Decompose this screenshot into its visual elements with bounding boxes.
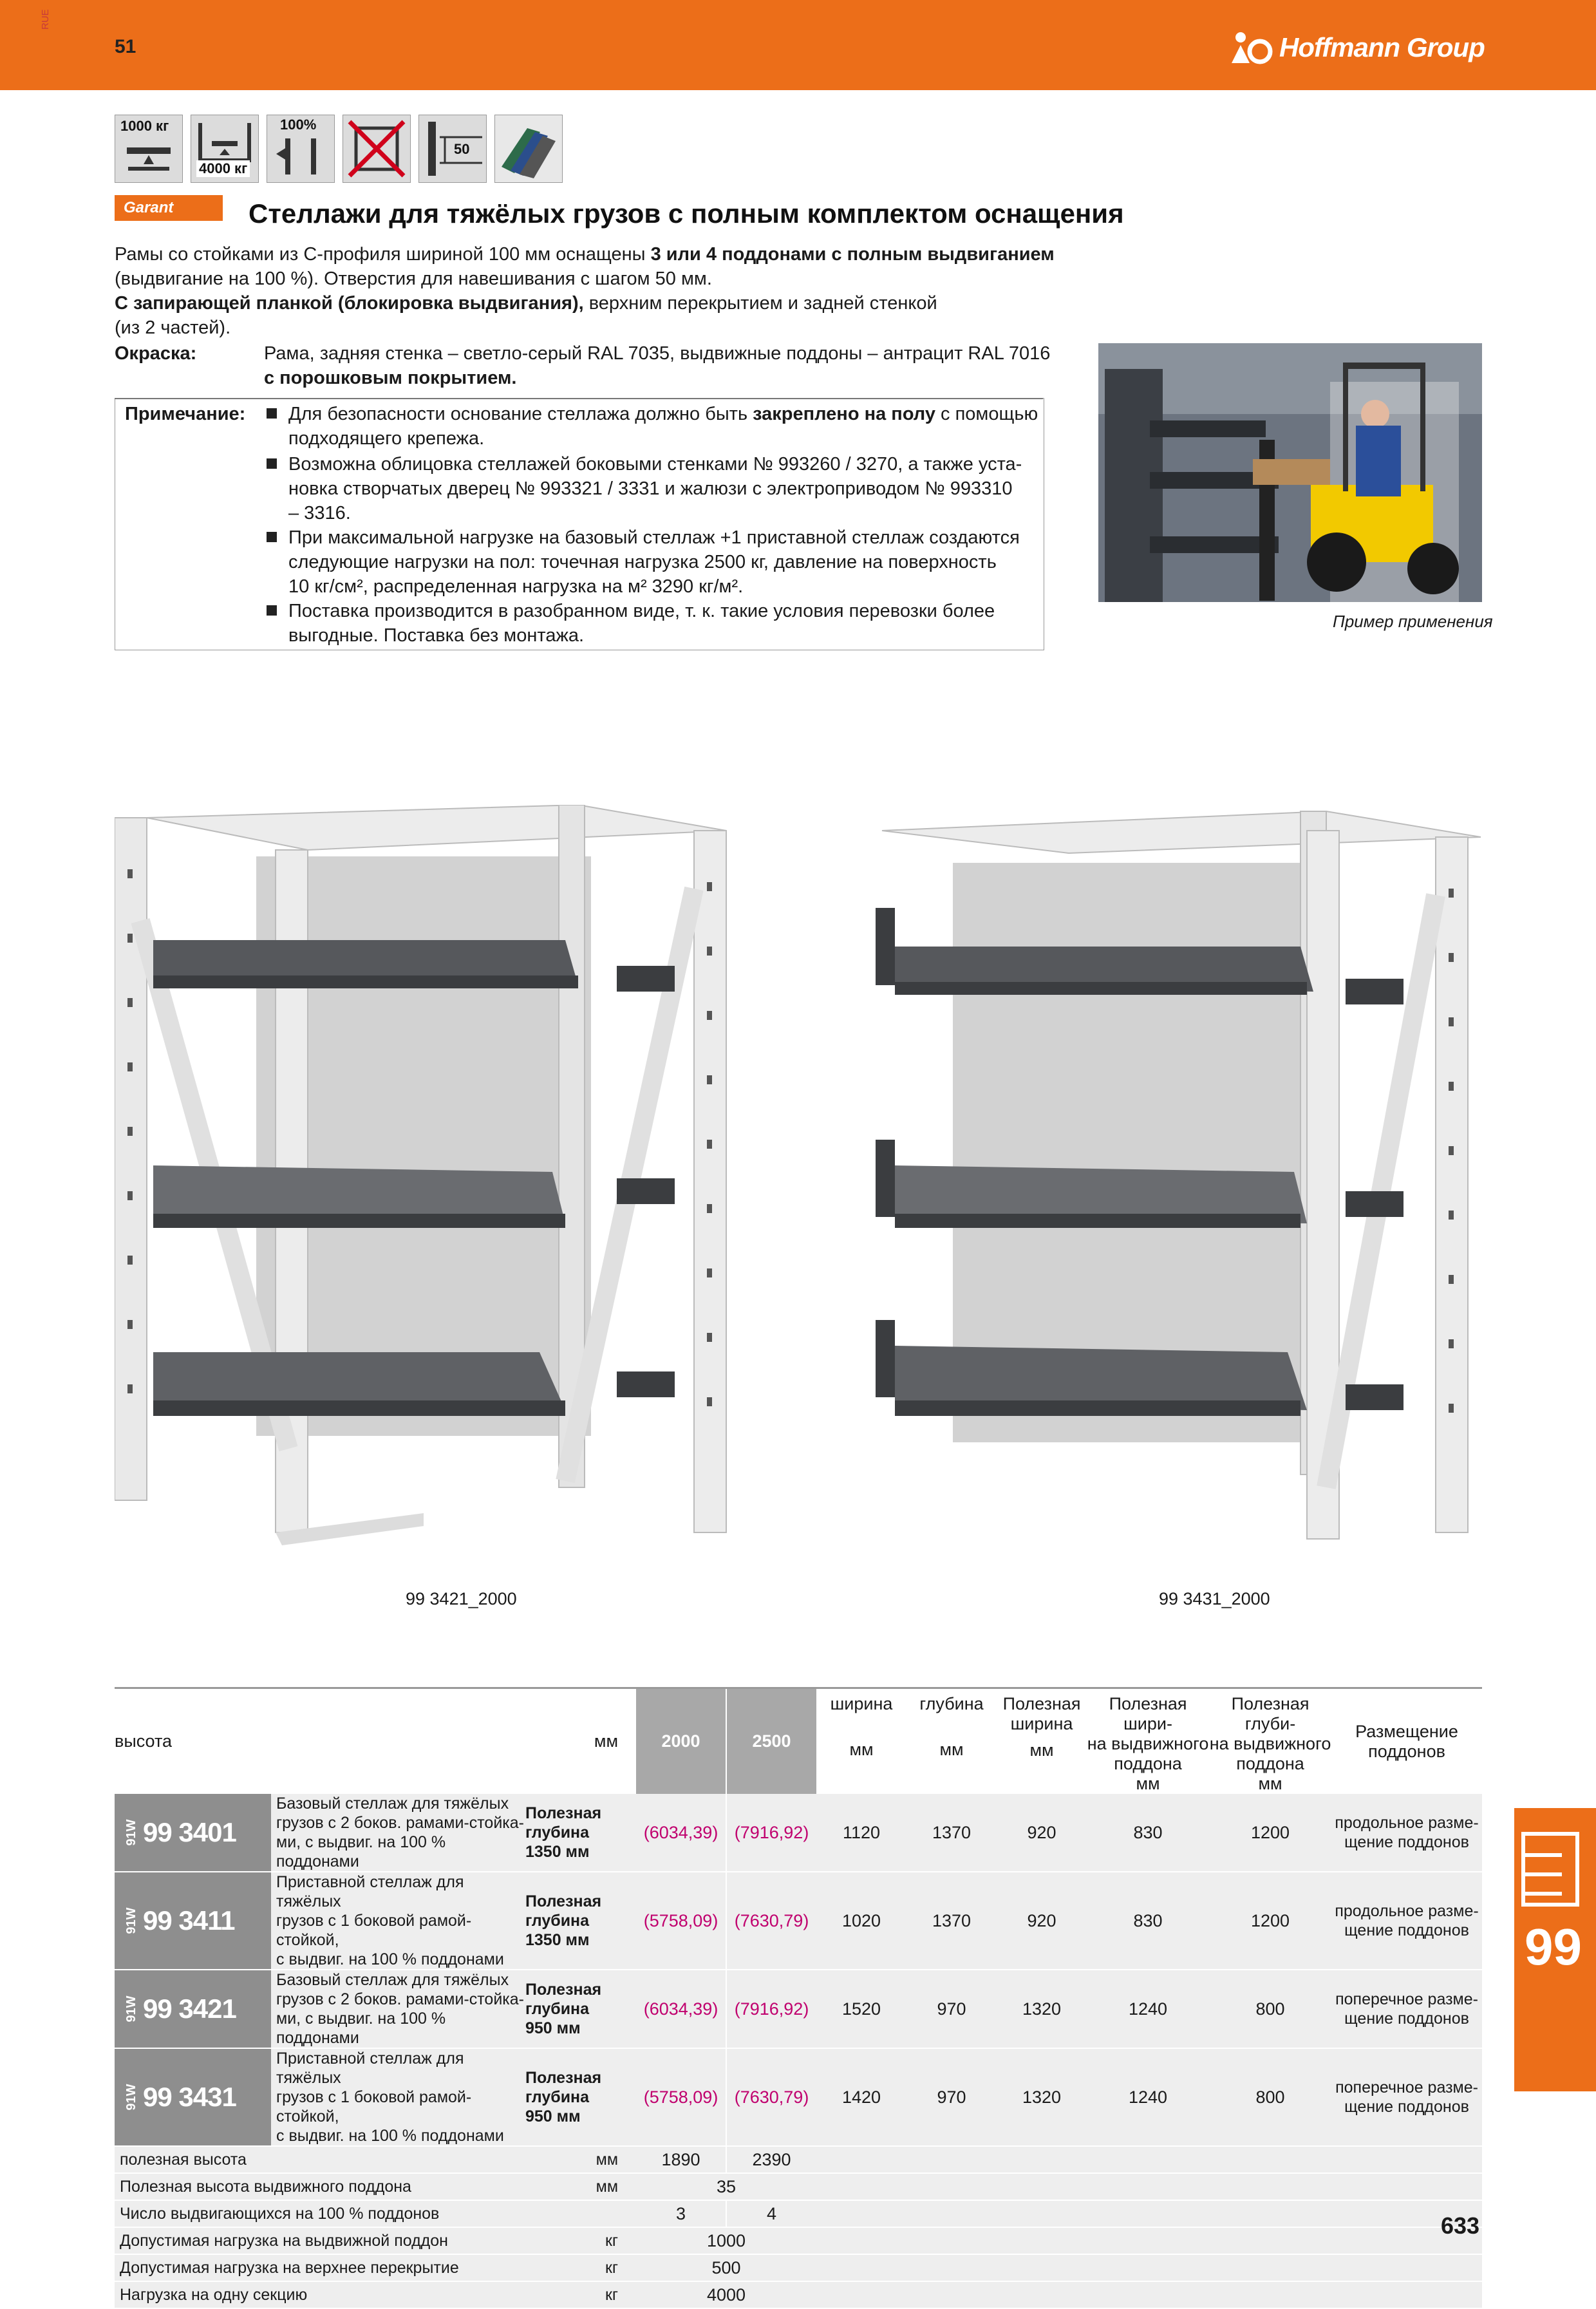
product-image-993431: [876, 805, 1487, 1578]
hoffmann-logo-icon: [1226, 31, 1273, 64]
price-2500: (7916,92): [726, 1970, 816, 2048]
spec-row: [115, 2227, 1482, 2254]
load-top-label: 1000 кг: [120, 118, 169, 134]
photo-caption: Пример применения: [1333, 612, 1493, 631]
spec-value: 500: [636, 2254, 816, 2281]
spec-label: Допустимая нагрузка на верхнее перекрытие кг: [115, 2254, 623, 2281]
useful-depth: Полезная глубина 950 мм: [525, 1970, 623, 2048]
article-number-cell: [115, 2048, 271, 2146]
col-height-2500: 2500: [726, 1688, 816, 1795]
price-2000: (6034,39): [636, 1794, 726, 1872]
useful-depth: Полезная глубина 1350 мм: [525, 1872, 623, 1970]
load-bottom-label: 4000 кг: [196, 160, 250, 177]
intro-line-4: (из 2 частей).: [115, 317, 231, 338]
height-label: высота: [115, 1731, 173, 1751]
intro-line-2: (выдвигание на 100 %). Отверстия для навешивания с шагом 50 мм.: [115, 269, 712, 289]
note-bullet-3-cont2: 10 кг/см², распределенная нагрузка на м² 3290 кг/м².: [288, 576, 744, 597]
height-label-cell: [115, 1688, 623, 1795]
height-unit: мм: [594, 1731, 619, 1751]
spec-value: 4000: [636, 2281, 816, 2308]
product-description: Базовый стеллаж для тяжёлых грузов с 2 боков. рамами-стойка- ми, с выдвиг. на 100 % поддонами: [271, 1794, 525, 1872]
spec-row: [115, 2173, 1482, 2200]
paint-text-2: с порошковым покрытием.: [264, 368, 517, 388]
note-bullet-1: Для безопасности основание стеллажа должно быть закреплено на полу с помощью: [267, 402, 1038, 426]
note-bullet-2-cont2: – 3316.: [288, 503, 351, 523]
width-value: 1520: [816, 1970, 906, 2048]
note-bullet-2: Возможна облицовка стеллажей боковыми стенками № 993260 / 3270, а также уста-: [267, 452, 1022, 476]
price-2000: (6034,39): [636, 1970, 726, 2048]
full-extension-icon: [267, 115, 335, 183]
spec-value-2500: 2390: [726, 2146, 816, 2173]
table-row: [115, 1794, 1482, 1872]
col-depth: глубина мм: [919, 1694, 984, 1759]
article-number: 99 3421: [143, 1993, 236, 2024]
spec-row: [115, 2200, 1482, 2227]
width-value: 1420: [816, 2048, 906, 2146]
col-placement: Размещение поддонов: [1355, 1721, 1458, 1761]
product-description: Приставной стеллаж для тяжёлых грузов с 1 боковой рамой-стойкой, с выдвиг. на 100 % поддонами: [271, 2048, 525, 2146]
spec-value: 35: [636, 2173, 816, 2200]
product-image-993421: [115, 805, 758, 1578]
spec-label: Полезная высота выдвижного поддона мм: [115, 2173, 623, 2200]
extension-label: 100%: [280, 117, 317, 133]
placement-value: продольное разме- щение поддонов: [1331, 1794, 1482, 1872]
product-caption-right: 99 3431_2000: [1159, 1589, 1270, 1608]
product-description: Базовый стеллаж для тяжёлых грузов с 2 боков. рамами-стойка- ми, с выдвиг. на 100 % поддонами: [271, 1970, 525, 2048]
placement-value: продольное разме- щение поддонов: [1331, 1872, 1482, 1970]
col-width: ширина мм: [830, 1694, 893, 1759]
spec-label: полезная высота мм: [115, 2146, 623, 2173]
note-label: Примечание:: [125, 404, 246, 424]
col-tray-width: Полезная шири- на выдвижного поддона мм: [1087, 1694, 1209, 1793]
no-tilt-icon: [343, 115, 411, 183]
tray-width-value: 830: [1087, 1872, 1209, 1970]
depth-value: 970: [906, 2048, 997, 2146]
width-value: 1020: [816, 1872, 906, 1970]
garant-brand-tag: Garant: [115, 195, 223, 221]
spec-value: 1000: [636, 2227, 816, 2254]
note-bullet-4-cont: выгодные. Поставка без монтажа.: [288, 625, 585, 646]
application-photo: [1098, 343, 1482, 602]
useful-depth: Полезная глубина 1350 мм: [525, 1794, 623, 1872]
article-number: 99 3401: [143, 1817, 236, 1847]
pitch-label: 50: [454, 141, 470, 157]
article-number: 99 3411: [143, 1905, 235, 1936]
tray-depth-value: 1200: [1209, 1872, 1331, 1970]
useful-width-value: 1320: [997, 2048, 1087, 2146]
total-load-icon: [191, 115, 259, 183]
note-bullet-3-cont: следующие нагрузки на пол: точечная нагрузка 2500 кг, давление на поверхность: [288, 552, 997, 572]
color-swatches-icon: [494, 115, 563, 183]
table-row: [115, 1970, 1482, 2048]
load-capacity-icon: [115, 115, 183, 183]
placement-value: поперечное разме- щение поддонов: [1331, 1970, 1482, 2048]
depth-value: 1370: [906, 1872, 997, 1970]
depth-value: 1370: [906, 1794, 997, 1872]
price-2500: (7916,92): [726, 1794, 816, 1872]
note-bullet-1-cont: подходящего крепежа.: [288, 428, 485, 449]
tray-width-value: 1240: [1087, 1970, 1209, 2048]
brand-name: Hoffmann Group: [1279, 32, 1485, 62]
hole-pitch-icon: [418, 115, 487, 183]
article-prefix: 91W: [124, 1819, 139, 1846]
article-number-cell: [115, 1970, 271, 2048]
paint-text-1: Рама, задняя стенка – светло-серый RAL 7035, выдвижные поддоны – антрацит RAL 7016: [264, 343, 1051, 364]
page-title: Стеллажи для тяжёлых грузов с полным комплектом оснащения: [249, 198, 1124, 229]
tray-depth-value: 800: [1209, 2048, 1331, 2146]
price-2500: (7630,79): [726, 2048, 816, 2146]
spec-value-2500: 4: [726, 2200, 816, 2227]
page-number-top: 51: [115, 36, 136, 57]
product-table: [115, 1687, 1482, 2309]
article-prefix: 91W: [124, 1995, 139, 2022]
spec-value-2000: 3: [636, 2200, 726, 2227]
useful-width-value: 920: [997, 1872, 1087, 1970]
lang-code: RUE: [40, 9, 51, 30]
article-number-cell: [115, 1794, 271, 1872]
spec-row: [115, 2254, 1482, 2281]
tray-width-value: 830: [1087, 1794, 1209, 1872]
shelf-icon: [1514, 1827, 1596, 1924]
note-bullet-3: При максимальной нагрузке на базовый стеллаж +1 приставной стеллаж создаются: [267, 525, 1020, 550]
intro-line-1: Рамы со стойками из С-профиля шириной 100 мм оснащены 3 или 4 поддонами с полным выдвиганием: [115, 244, 1055, 265]
useful-depth: Полезная глубина 950 мм: [525, 2048, 623, 2146]
useful-width-value: 1320: [997, 1970, 1087, 2048]
article-number: 99 3431: [143, 2082, 236, 2112]
spec-label: Нагрузка на одну секцию кг: [115, 2281, 623, 2308]
tray-depth-value: 800: [1209, 1970, 1331, 2048]
product-caption-left: 99 3421_2000: [406, 1589, 517, 1608]
paint-label: Окраска:: [115, 343, 197, 364]
price-2500: (7630,79): [726, 1872, 816, 1970]
col-useful-width: Полезная ширина мм: [1002, 1694, 1081, 1760]
note-bullet-4: Поставка производится в разобранном виде, т. к. такие условия перевозки более: [267, 599, 995, 623]
note-bullet-2-cont: новка створчатых дверец № 993321 / 3331 и жалюзи с электроприводом № 993310: [288, 478, 1013, 499]
note-divider: [115, 398, 1043, 399]
hoffmann-logo: [1226, 28, 1485, 67]
useful-width-value: 920: [997, 1794, 1087, 1872]
table-row: [115, 2048, 1482, 2146]
price-2000: (5758,09): [636, 2048, 726, 2146]
article-prefix: 91W: [124, 2084, 139, 2111]
width-value: 1120: [816, 1794, 906, 1872]
page-number-bottom: 633: [1441, 2212, 1480, 2239]
spec-row: [115, 2146, 1482, 2173]
chapter-number: 99: [1525, 1918, 1582, 1975]
spec-label: Число выдвигающихся на 100 % поддонов: [115, 2200, 623, 2227]
spec-label: Допустимая нагрузка на выдвижной поддон кг: [115, 2227, 623, 2254]
price-2000: (5758,09): [636, 1872, 726, 1970]
intro-line-3: С запирающей планкой (блокировка выдвигания), верхним перекрытием и задней стенкой: [115, 293, 937, 314]
col-height-2000: 2000: [636, 1688, 726, 1795]
article-number-cell: [115, 1872, 271, 1970]
spec-row: [115, 2281, 1482, 2308]
article-prefix: 91W: [124, 1907, 139, 1934]
product-description: Приставной стеллаж для тяжёлых грузов с 1 боковой рамой-стойкой, с выдвиг. на 100 % поддонами: [271, 1872, 525, 1970]
spec-value-2000: 1890: [636, 2146, 726, 2173]
depth-value: 970: [906, 1970, 997, 2048]
table-row: [115, 1872, 1482, 1970]
tray-depth-value: 1200: [1209, 1794, 1331, 1872]
placement-value: поперечное разме- щение поддонов: [1331, 2048, 1482, 2146]
tray-width-value: 1240: [1087, 2048, 1209, 2146]
col-tray-depth: Полезная глуби- на выдвижного поддона мм: [1209, 1694, 1331, 1793]
